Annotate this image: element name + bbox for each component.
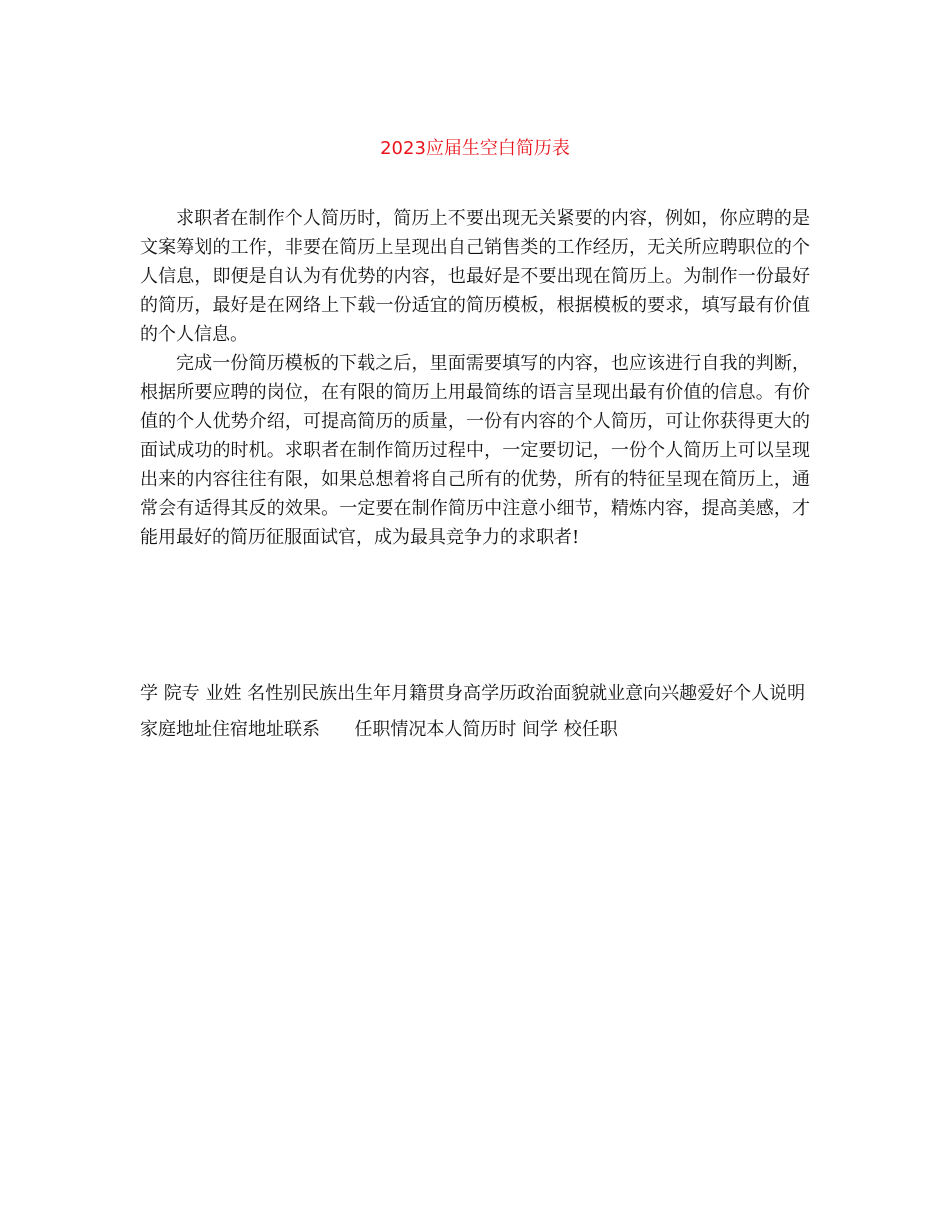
paragraph-2: 完成一份简历模板的下载之后，里面需要填写的内容，也应该进行自我的判断，根据所要应聘的岗位，在有限的简历上用最简练的语言呈现出最有价值的信息。有价值的个人优势介绍，可提高简历的质量，一份有内容的个人简历，可让你获得更大的面试成功的时机。求职者在制作简历过程中，一定要切记，一份个人简历上可以呈现出来的内容往往有限，如果总想着将自己所有的优势，所有的特征呈现在简历上，通常会有适得其反的效果。一定要在制作简历中注意小细节，精炼内容，提高美感，才能用最好的简历征服面试官，成为最具竞争力的求职者! [140,353,810,548]
document-body [140,204,810,552]
document-title: 2023应届生空白简历表 [380,138,570,159]
paragraph-1: 求职者在制作个人简历时，简历上不要出现无关紧要的内容，例如，你应聘的是文案筹划的工作，非要在简历上呈现出自己销售类的工作经历，无关所应聘职位的个人信息，即便是自认为有优势的内容，也最好是不要出现在简历上。为制作一份最好的简历，最好是在网络上下载一份适宜的简历模板，根据模板的要求，填写最有价值的个人信息。 [140,208,810,345]
form-fields-text: 学 院专 业姓 名性别民族出生年月籍贯身高学历政治面貌就业意向兴趣爱好个人说明家庭地址住宿地址联系 任职情况本人简历时 间学 校任职 [140,683,806,740]
